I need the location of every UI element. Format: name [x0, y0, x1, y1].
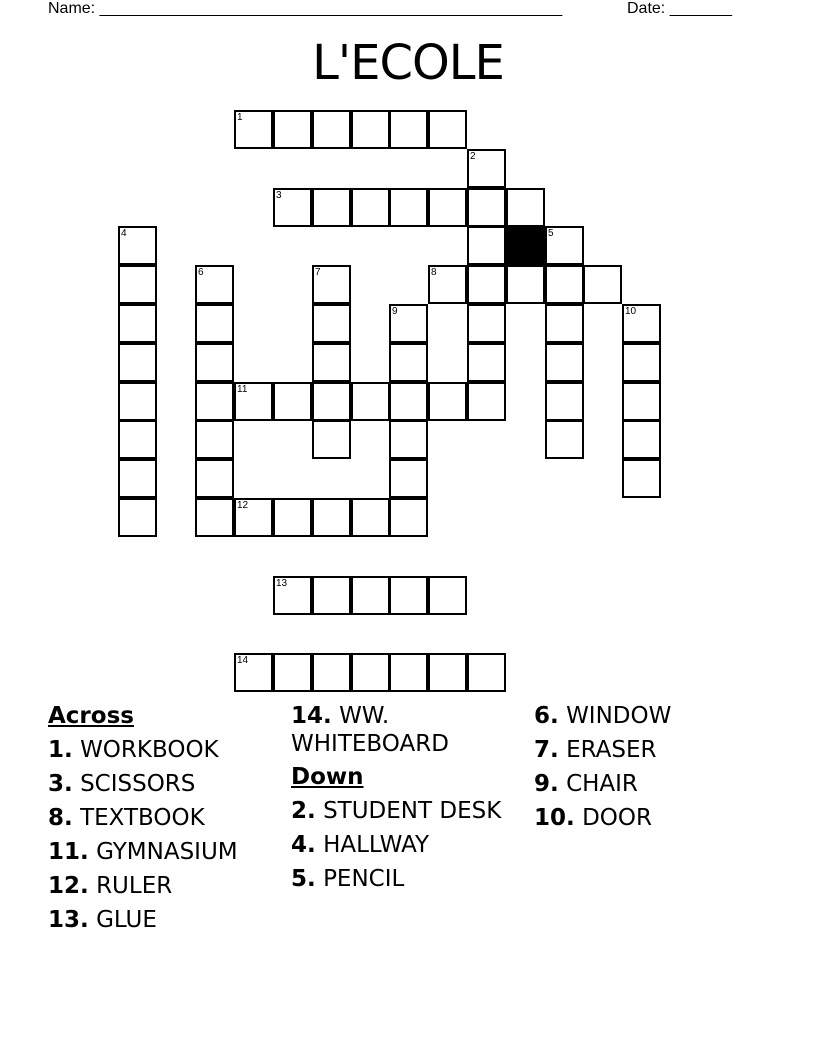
clue-entry-answer: SCISSORS [80, 771, 196, 797]
crossword-cell[interactable] [389, 420, 428, 459]
crossword-cell[interactable] [273, 110, 312, 149]
clue-entry-number: 4. [291, 832, 316, 858]
clue-entry [48, 906, 278, 934]
clue-entry-answer: CHAIR [566, 771, 638, 797]
black-square [506, 226, 545, 265]
crossword-cell[interactable] [312, 265, 351, 304]
clue-entry-answer: WW. WHITEBOARD [291, 703, 449, 757]
crossword-cell[interactable] [467, 265, 506, 304]
crossword-cell[interactable] [234, 498, 273, 537]
crossword-cell[interactable] [467, 188, 506, 227]
crossword-cell[interactable] [389, 498, 428, 537]
crossword-cell[interactable] [234, 382, 273, 421]
crossword-cell[interactable] [195, 459, 234, 498]
clue-entry-number: 5. [291, 866, 316, 892]
crossword-cell[interactable] [195, 420, 234, 459]
clue-entry-answer: GLUE [96, 907, 157, 933]
crossword-cell[interactable] [312, 576, 351, 615]
clue-column-1 [48, 702, 278, 934]
crossword-cell[interactable] [389, 459, 428, 498]
clue-entry-number: 13. [48, 907, 89, 933]
crossword-cell[interactable] [467, 343, 506, 382]
clue-entry [291, 865, 526, 893]
crossword-cell[interactable] [428, 382, 467, 421]
clue-number: 10 [625, 306, 637, 317]
crossword-cell[interactable] [622, 420, 661, 459]
crossword-cell[interactable] [545, 265, 584, 304]
clue-entry [291, 831, 526, 859]
clue-entry-number: 14. [291, 703, 332, 729]
clue-entry [291, 702, 526, 758]
crossword-cell[interactable] [351, 188, 390, 227]
crossword-cell[interactable] [273, 382, 312, 421]
clue-number: 9 [392, 306, 398, 317]
crossword-cell[interactable] [312, 382, 351, 421]
clue-number: 14 [237, 655, 249, 666]
crossword-cell[interactable] [389, 653, 428, 692]
section-title-down: Down [291, 764, 364, 790]
clue-number: 12 [237, 500, 249, 511]
page-title: L'ECOLE [312, 35, 504, 91]
crossword-cell[interactable] [312, 653, 351, 692]
clue-number: 8 [431, 267, 437, 278]
clue-number: 3 [276, 190, 282, 201]
crossword-cell[interactable] [118, 265, 157, 304]
clue-entry [48, 872, 278, 900]
crossword-cell[interactable] [118, 382, 157, 421]
clue-entry-answer: HALLWAY [323, 832, 430, 858]
crossword-cell[interactable] [622, 459, 661, 498]
crossword-cell[interactable] [234, 653, 273, 692]
crossword-cell[interactable] [195, 343, 234, 382]
clue-entry [48, 770, 278, 798]
clue-entry-answer: WINDOW [566, 703, 672, 729]
clue-number: 2 [470, 151, 476, 162]
section-title-across: Across [48, 703, 134, 729]
crossword-cell[interactable] [273, 576, 312, 615]
clue-number: 11 [237, 384, 248, 395]
date-field[interactable]: Date: _______ [627, 0, 732, 17]
clue-entry-number: 12. [48, 873, 89, 899]
clue-entry-answer: STUDENT DESK [323, 798, 502, 824]
crossword-cell[interactable] [195, 498, 234, 537]
clue-entry-answer: ERASER [566, 737, 657, 763]
crossword-cell[interactable] [351, 498, 390, 537]
crossword-cell[interactable] [545, 382, 584, 421]
crossword-cell[interactable] [118, 459, 157, 498]
clue-entry-answer: PENCIL [323, 866, 405, 892]
crossword-cell[interactable] [467, 149, 506, 188]
crossword-cell[interactable] [545, 420, 584, 459]
crossword-cell[interactable] [351, 382, 390, 421]
crossword-cell[interactable] [389, 110, 428, 149]
crossword-cell[interactable] [389, 343, 428, 382]
crossword-cell[interactable] [273, 498, 312, 537]
clue-entry [534, 736, 774, 764]
clue-entry-number: 10. [534, 805, 575, 831]
clue-entry-number: 6. [534, 703, 559, 729]
clue-entry-answer: TEXTBOOK [80, 805, 205, 831]
crossword-cell[interactable] [428, 110, 467, 149]
crossword-cell[interactable] [389, 188, 428, 227]
clue-entry-answer: RULER [96, 873, 173, 899]
clue-entry-answer: DOOR [582, 805, 652, 831]
crossword-cell[interactable] [622, 304, 661, 343]
crossword-cell[interactable] [351, 576, 390, 615]
crossword-cell[interactable] [506, 188, 545, 227]
crossword-cell[interactable] [312, 304, 351, 343]
clue-entry-number: 7. [534, 737, 559, 763]
clue-entry-number: 11. [48, 839, 89, 865]
clue-entry [48, 804, 278, 832]
clue-entry [48, 838, 278, 866]
clue-entry-number: 3. [48, 771, 73, 797]
crossword-cell[interactable] [118, 304, 157, 343]
crossword-cell[interactable] [622, 382, 661, 421]
crossword-cell[interactable] [545, 343, 584, 382]
crossword-cell[interactable] [389, 382, 428, 421]
clue-entry [48, 736, 278, 764]
crossword-cell[interactable] [467, 304, 506, 343]
clue-entry [291, 797, 526, 825]
crossword-cell[interactable] [312, 110, 351, 149]
crossword-cell[interactable] [118, 420, 157, 459]
clue-column-3 [534, 702, 774, 832]
clue-number: 4 [121, 228, 127, 239]
crossword-cell[interactable] [622, 343, 661, 382]
clue-entry [534, 770, 774, 798]
clue-entry-number: 1. [48, 737, 73, 763]
crossword-cell[interactable] [428, 653, 467, 692]
crossword-cell[interactable] [195, 304, 234, 343]
crossword-cell[interactable] [389, 304, 428, 343]
clue-number: 5 [548, 228, 554, 239]
crossword-cell[interactable] [312, 498, 351, 537]
crossword-cell[interactable] [118, 498, 157, 537]
crossword-cell[interactable] [234, 110, 273, 149]
crossword-cell[interactable] [312, 343, 351, 382]
crossword-cell[interactable] [467, 653, 506, 692]
crossword-cell[interactable] [583, 265, 622, 304]
crossword-cell[interactable] [312, 188, 351, 227]
crossword-cell[interactable] [312, 420, 351, 459]
crossword-cell[interactable] [428, 265, 467, 304]
crossword-cell[interactable] [195, 382, 234, 421]
crossword-cell[interactable] [351, 110, 390, 149]
clue-entry-number: 2. [291, 798, 316, 824]
clue-number: 13 [276, 578, 288, 589]
crossword-cell[interactable] [428, 188, 467, 227]
crossword-cell[interactable] [467, 226, 506, 265]
crossword-cell[interactable] [467, 382, 506, 421]
crossword-cell[interactable] [195, 265, 234, 304]
crossword-cell[interactable] [273, 188, 312, 227]
crossword-cell[interactable] [351, 653, 390, 692]
crossword-cell[interactable] [118, 226, 157, 265]
crossword-cell[interactable] [118, 343, 157, 382]
crossword-cell[interactable] [545, 304, 584, 343]
crossword-cell[interactable] [273, 653, 312, 692]
clue-number: 7 [315, 267, 321, 278]
clue-entry-number: 8. [48, 805, 73, 831]
clue-entry-answer: GYMNASIUM [96, 839, 238, 865]
clue-entry-number: 9. [534, 771, 559, 797]
clue-column-2 [291, 702, 526, 893]
crossword-cell[interactable] [389, 576, 428, 615]
clue-entry-answer: WORKBOOK [80, 737, 219, 763]
clue-entry [534, 804, 774, 832]
name-field[interactable]: Name: ____________________________________________________ [48, 0, 563, 17]
crossword-cell[interactable] [545, 226, 584, 265]
crossword-cell[interactable] [506, 265, 545, 304]
clue-number: 1 [237, 112, 243, 123]
clue-number: 6 [198, 267, 204, 278]
clue-entry [534, 702, 774, 730]
crossword-cell[interactable] [428, 576, 467, 615]
